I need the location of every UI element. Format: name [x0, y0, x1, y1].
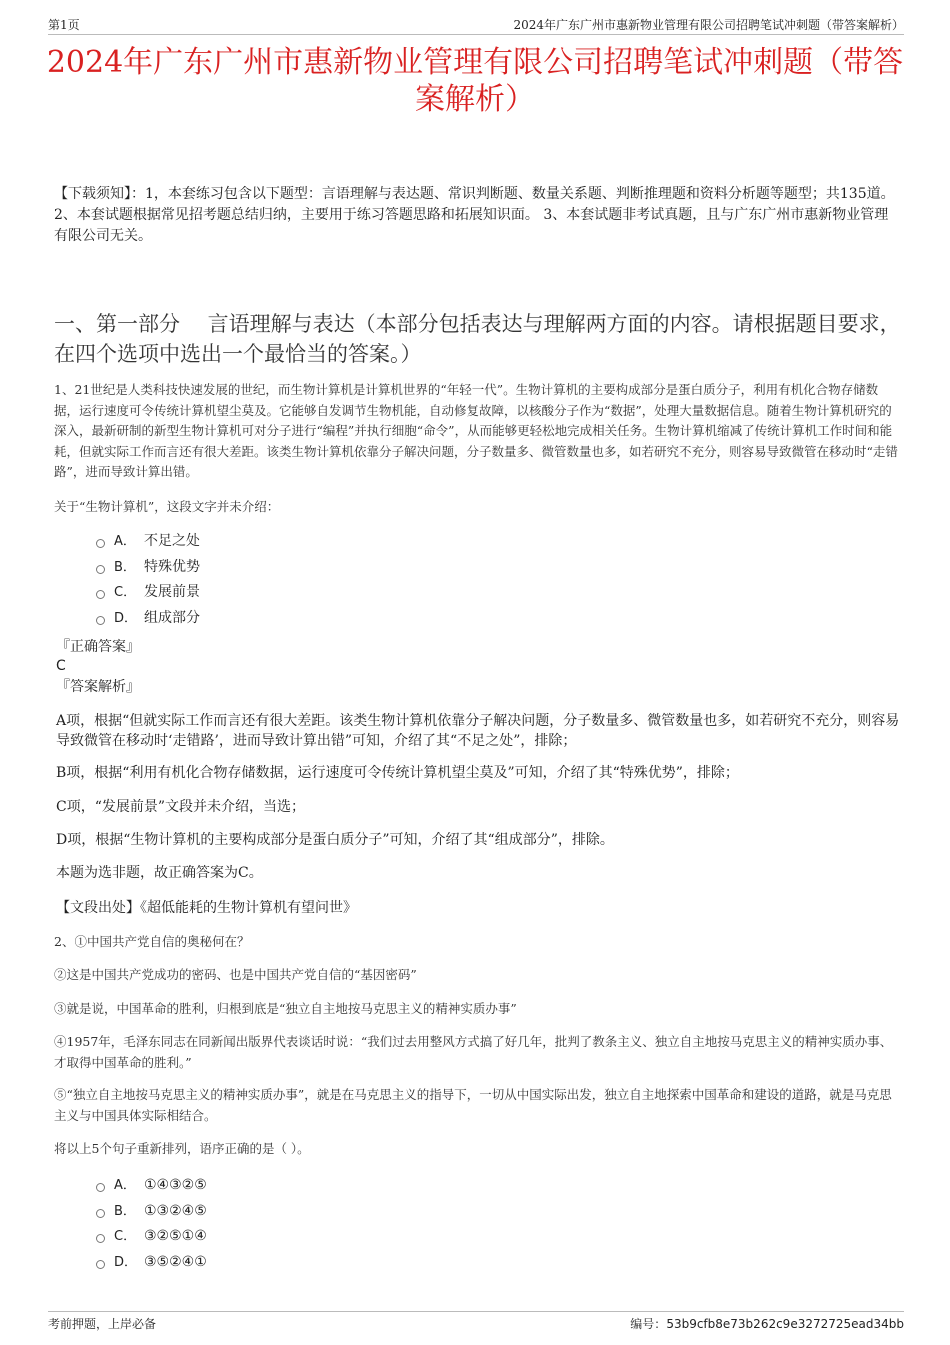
page-number: 第1页 — [48, 18, 80, 32]
option-a[interactable] — [96, 1173, 207, 1199]
option-a[interactable] — [96, 529, 200, 555]
answer-label: 『正确答案』 — [56, 639, 140, 655]
radio-icon[interactable] — [96, 565, 105, 574]
question-1-options — [96, 529, 200, 631]
option-text: 不足之处 — [144, 533, 200, 549]
document-title: 2024年广东广州市惠新物业管理有限公司招聘笔试冲刺题（带答案解析） — [46, 45, 904, 117]
option-text: 组成部分 — [144, 609, 200, 626]
analysis-conclusion: 本题为选非题，故正确答案为C。 — [56, 865, 263, 881]
option-letter: D． — [114, 610, 138, 626]
page-header — [48, 14, 904, 35]
option-b[interactable] — [96, 1199, 207, 1225]
option-text: ③⑤②④① — [144, 1253, 207, 1270]
radio-icon[interactable] — [96, 1234, 105, 1243]
option-d[interactable] — [96, 1250, 207, 1276]
analysis-item-c: C项，“发展前景”文段并未介绍，当选； — [56, 799, 306, 815]
page-footer — [48, 1311, 904, 1334]
radio-icon[interactable] — [96, 590, 105, 599]
section-heading: 一、第一部分 言语理解与表达（本部分包括表达与理解两方面的内容。请根据题目要求，在四个选项中选出一个最恰当的答案。） — [54, 312, 901, 366]
radio-icon[interactable] — [96, 1260, 105, 1269]
question-2-line: ②这是中国共产党成功的密码、也是中国共产党自信的“基因密码” — [54, 967, 417, 982]
analysis-item-d: D项，根据“生物计算机的主要构成部分是蛋白质分子”可知，介绍了其“组成部分”，排除。 — [56, 832, 614, 848]
source-citation: 【文段出处】《超低能耗的生物计算机有望问世》 — [56, 900, 357, 916]
question-2-prompt: 将以上5个句子重新排列，语序正确的是（ ）。 — [54, 1141, 310, 1156]
correct-answer: C — [56, 658, 66, 674]
option-c[interactable] — [96, 1224, 207, 1250]
radio-icon[interactable] — [96, 1183, 105, 1192]
option-letter: A． — [114, 1178, 136, 1193]
question-2-line: ⑤“独立自主地按马克思主义的精神实质办事”，就是在马克思主义的指导下，一切从中国实际出发，独立自主地探索中国革命和建设的道路，就是马克思主义与中国具体实际相结合。 — [54, 1087, 892, 1123]
footer-code-label: 编号： — [630, 1317, 667, 1331]
footer-code-value: 53b9cfb8e73b262c9e3272725ead34bb — [666, 1317, 904, 1331]
option-text: ①④③②⑤ — [144, 1177, 207, 1193]
option-letter: C． — [114, 1229, 137, 1244]
option-text: ①③②④⑤ — [144, 1202, 207, 1219]
option-letter: B． — [114, 559, 136, 575]
option-d[interactable] — [96, 606, 200, 632]
option-c[interactable] — [96, 580, 200, 606]
option-text: 特殊优势 — [144, 558, 200, 575]
notice-label: 【下载须知】： — [54, 186, 145, 202]
option-letter: A． — [114, 534, 136, 549]
option-letter: C． — [114, 585, 137, 600]
option-letter: B． — [114, 1203, 136, 1219]
question-1-stem: 1、21世纪是人类科技快速发展的世纪，而生物计算机是计算机世界的“年轻一代”。生物计算机的主要构成部分是蛋白质分子，利用有机化合物存储数据，运行速度可令传统计算机望尘莫及。它能够自发调节生物机能，自动修复故障，以核酸分子作为“数据”，处理大量数据信息。随着生物计算机研究的深入，最新研制的新型生物计算机可对分子进行“编程”并执行细胞“命令”，从而能够更轻松地完成相关任务。生物计算机缩减了传统计算机工作时间和能耗，但就实际工作而言还有很大差距。该类生物计算机依靠分子解决问题，分子数量多、微管数量也多，如若研究不充分，则容易导致微管在移动时“走错路”，进而导致计算出错。 — [54, 382, 898, 479]
radio-icon[interactable] — [96, 1209, 105, 1218]
question-2-line: 2、①中国共产党自信的奥秘何在？ — [54, 934, 250, 949]
question-2-line: ③就是说，中国革命的胜利，归根到底是“独立自主地按马克思主义的精神实质办事” — [54, 1001, 517, 1016]
notice-text: 1，本套练习包含以下题型：言语理解与表达题、常识判断题、数量关系题、判断推理题和资料分析题等题型；共135道。 2、本套试题根据常见招考题总结归纳，主要用于练习答题思路和拓展知识面。 3、本套试题非考试真题，且与广东广州市惠新物业管理有限公司无关。 — [54, 186, 895, 244]
question-1-prompt: 关于“生物计算机”，这段文字并未介绍： — [54, 499, 280, 514]
option-letter: D． — [114, 1254, 138, 1270]
footer-slogan: 考前押题，上岸必备 — [48, 1317, 157, 1331]
download-notice — [54, 184, 900, 247]
analysis-item-a: A项，根据“但就实际工作而言还有很大差距。该类生物计算机依靠分子解决问题，分子数量多、微管数量也多，如若研究不充分，则容易导致微管在移动时‘走错路’，进而导致计算出错”可知，介绍了其“不足之处”，排除； — [56, 713, 900, 749]
option-text: 发展前景 — [144, 584, 200, 600]
radio-icon[interactable] — [96, 539, 105, 548]
analysis-label: 『答案解析』 — [56, 679, 140, 695]
option-b[interactable] — [96, 555, 200, 581]
question-2-line: ④1957年，毛泽东同志在同新闻出版界代表谈话时说：“我们过去用整风方式搞了好几年，批判了教条主义、独立自主地按马克思主义的精神实质办事、才取得中国革命的胜利。” — [54, 1034, 893, 1070]
radio-icon[interactable] — [96, 616, 105, 625]
question-2-options — [96, 1173, 207, 1275]
analysis-item-b: B项，根据“利用有机化合物存储数据，运行速度可令传统计算机望尘莫及”可知，介绍了其“特殊优势”，排除； — [56, 765, 739, 781]
footer-code — [630, 1315, 904, 1332]
header-doc-title: 2024年广东广州市惠新物业管理有限公司招聘笔试冲刺题（带答案解析） — [513, 18, 904, 32]
option-text: ③②⑤①④ — [144, 1228, 207, 1244]
